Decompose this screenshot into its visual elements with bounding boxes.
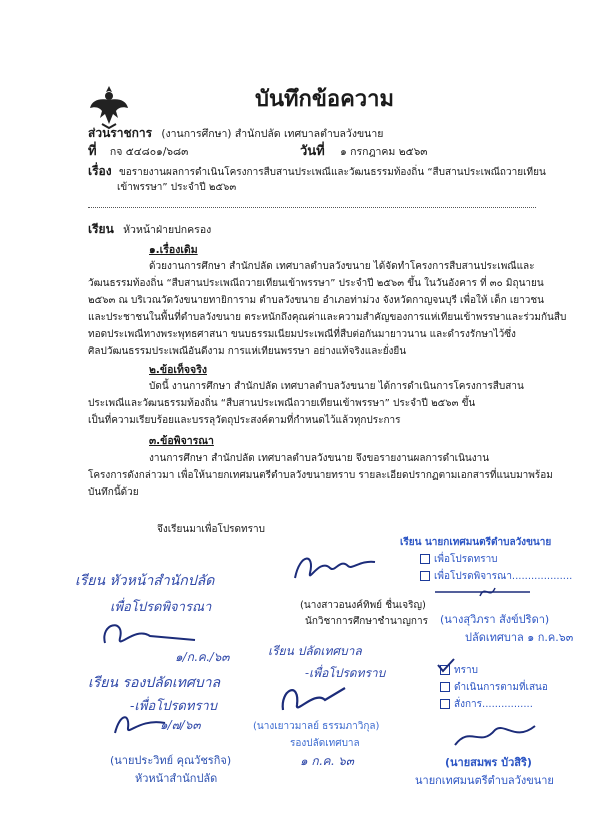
stamp-final-name: (นายสมพร บัวสิริ) [445,756,532,769]
signatory-1-position: นักวิชาการศึกษาชำนาญการ [305,616,428,627]
date-label: วันที่ [300,144,325,159]
handwritten-date: ๑/ก.ค./๖๓ [175,650,230,664]
signatory-1-name: (นางสาวอนงค์ทิพย์ ชื่นเจริญ) [300,600,426,611]
ref-label: ที่ [88,144,97,159]
addressee-row [88,222,211,238]
s3-line: บันทึกนี้ด้วย [88,487,139,498]
handwritten-note: เรียน รองปลัดเทศบาล [88,675,221,691]
s2-line: บัดนี้ งานการศึกษา สำนักปลัด เทศบาลตำบลวังขนาย ได้การดำเนินการโครงการสืบสาน [149,381,524,392]
stamp-option-1: เพื่อโปรดทราบ [434,554,498,565]
checkbox-icon [440,699,450,709]
signatory-2-name: (นายประวิทย์ คุณวัชรกิจ) [110,754,232,767]
header-divider [88,207,536,208]
handwritten-date: ๑/๗/๖๓ [160,718,201,732]
handwritten-note: -เพื่อโปรดทราบ [305,666,386,680]
s3-line: โครงการดังกล่าวมา เพื่อให้นายกเทศมนตรีตำบลวังขนายทราบ รายละเอียดปรากฏตามเอกสารที่แนบมาพร้อม [88,470,553,481]
check-mark-icon [436,657,456,673]
stamp-bottom-option [440,697,533,712]
subject-line-1: ขอรายงานผลการดำเนินโครงการสืบสานประเพณีและวัฒนธรรมท้องถิ่น “สืบสานประเพณีถวายเทียน [118,167,546,178]
subject-label: เรื่อง [88,164,112,178]
center-stamp-line-1: (นางเยาวมาลย์ ธรรมภาวิกุล) [253,721,380,732]
stamp-bottom-option [440,680,548,695]
closing-text: จึงเรียนมาเพื่อโปรดทราบ [157,524,265,535]
handwritten-date: ๑ ก.ค. ๖๓ [300,754,354,768]
handwritten-note: เรียน หัวหน้าสำนักปลัด [75,573,215,589]
s2-line: ประเพณีและวัฒนธรรมท้องถิ่น “สืบสานประเพณีถวายเทียนเข้าพรรษา” ประจำปี ๒๕๖๓ ขึ้น [88,398,476,409]
subject-row [88,164,546,180]
subject-line-2: เข้าพรรษา” ประจำปี ๒๕๖๓ [117,182,237,193]
section-3-title: ๓.ข้อพิจารณา [149,435,214,447]
handwritten-note: เรียน ปลัดเทศบาล [268,644,362,658]
s2-line: เป็นที่ความเรียบร้อยและบรรลุวัตถุประสงค์ตามที่กำหนดไว้แล้วทุกประการ [88,415,401,426]
stamp-option-row [420,552,498,567]
agency-label: ส่วนราชการ [88,126,153,140]
garuda-emblem [88,84,130,130]
ref-value: กจ ๕๔๘๐๑/๖๘๓ [109,146,189,158]
ref-row [88,144,188,160]
signatory-2-position: หัวหน้าสำนักปลัด [135,772,218,785]
date-row [300,144,427,160]
section-2-title: ๒.ข้อเท็จจริง [149,364,207,376]
stamp-top-header: เรียน นายกเทศมนตรีตำบลวังขนาย [400,537,552,548]
s1-line: วัฒนธรรมท้องถิ่น “สืบสานประเพณีถวายเทียนเข้าพรรษา” ประจำปี ๒๕๖๓ ขึ้น ในวันอังคาร ที่ ๓๐ มิถุนายน [88,278,544,289]
checkbox-icon [420,571,430,581]
s1-line: ๒๕๖๓ ณ บริเวณวัดวังขนายทายิการาม ตำบลวังขนาย อำเภอท่าม่วง จังหวัดกาญจนบุรี เพื่อให้ เด็ก เยาวชน [88,295,544,306]
memo-title: บันทึกข้อความ [255,87,395,112]
date-value: ๑ กรกฎาคม ๒๕๖๓ [340,146,428,158]
stamp-bottom-option-2: ดำเนินการตามที่เสนอ [454,682,548,693]
s1-line: ศิลปวัฒนธรรมประเพณีอันดีงาม การแห่เทียนพรรษา อย่างแท้จริงและยั่งยืน [88,346,407,357]
stamp-mid-position: ปลัดเทศบาล ๑ ก.ค.๖๓ [465,631,574,644]
agency-value: (งานการศึกษา) สำนักปลัด เทศบาลตำบลวังขนาย [161,128,384,140]
s1-line: ทอดประเพณีทางพระพุทธศาสนา ขนบธรรมเนียมประเพณีที่สืบต่อกันมายาวนาน และดำรงรักษาไว้ซึ่ง [88,329,516,340]
handwritten-note: เพื่อโปรดพิจารณา [110,600,212,615]
s3-line: งานการศึกษา สำนักปลัด เทศบาลตำบลวังขนาย จึงขอรายงานผลการดำเนินงาน [149,453,490,464]
stamp-final-position: นายกเทศมนตรีตำบลวังขนาย [415,774,554,787]
center-stamp-line-2: รองปลัดเทศบาล [290,738,360,749]
s1-line: ด้วยงานการศึกษา สำนักปลัด เทศบาลตำบลวังขนาย ได้จัดทำโครงการสืบสานประเพณีและ [149,261,535,272]
signature-4 [275,680,355,720]
signature-1 [290,548,380,588]
signature-6 [450,720,540,750]
stamp-mid-name: (นางสุวิภรา สังข์ปริดา) [440,613,550,626]
addressee-label: เรียน [88,222,114,236]
checkbox-icon [420,554,430,564]
checkbox-icon [440,682,450,692]
agency-row [88,126,383,142]
garuda-emblem-svg [88,84,130,130]
stamp-bottom-option-3: สั่งการ................ [454,699,533,710]
handwritten-note: -เพื่อโปรดทราบ [130,699,217,714]
stamp-option-2: เพื่อโปรดพิจารณา................... [434,571,573,582]
section-1-title: ๑.เรื่องเดิม [149,244,198,256]
signature-5 [430,582,540,602]
stamp-bottom-option-1: ทราบ [454,665,478,676]
addressee-value: หัวหน้าฝ่ายปกครอง [123,224,212,236]
s1-line: และประชาชนในพื้นที่ตำบลวังขนาย ตระหนักถึงคุณค่าและความสำคัญของการแห่เทียนเข้าพรรษาและร่วมกันสืบ [88,312,567,323]
